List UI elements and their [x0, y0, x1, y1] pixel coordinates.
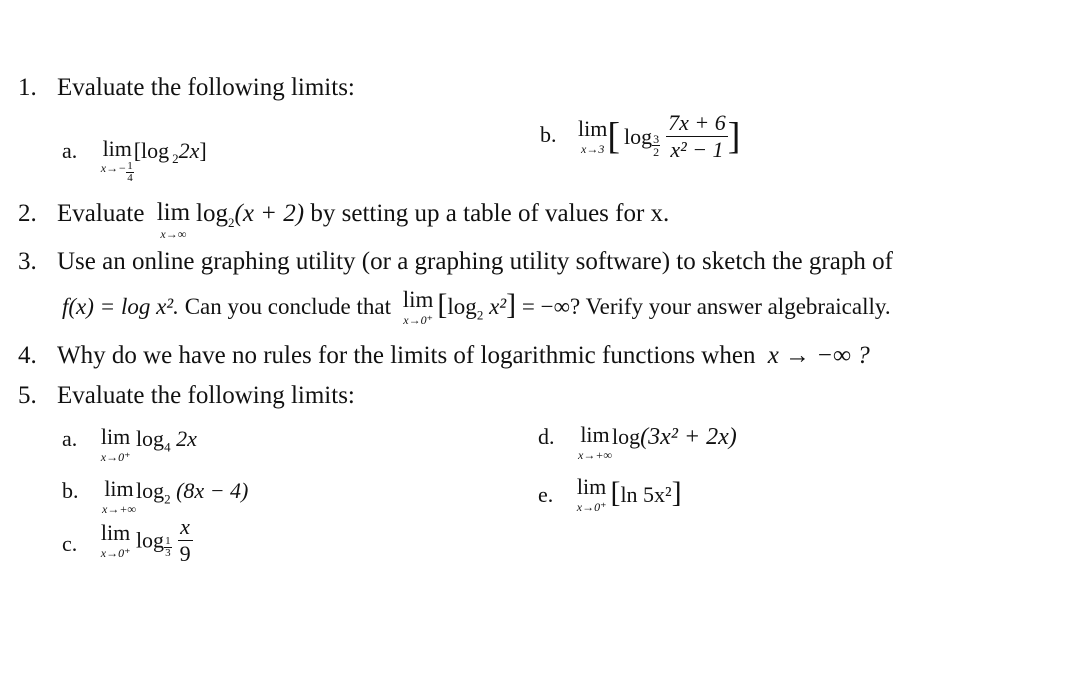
fraction — [178, 516, 193, 565]
close-bracket: ] — [727, 115, 741, 158]
question-text-mid: Can you conclude that — [184, 294, 391, 319]
base-denominator: 3 — [165, 546, 171, 559]
log-argument: (x + 2) — [234, 200, 305, 227]
log-word: log — [611, 424, 641, 449]
sub-var: x — [100, 161, 107, 175]
limit-operator — [403, 288, 434, 326]
log-base: 2 — [164, 491, 171, 507]
log-word: log — [135, 527, 165, 553]
question-2 — [18, 200, 669, 240]
sub-numerator: 1 — [127, 160, 133, 172]
question-3-line-2 — [62, 288, 891, 326]
question-number: 4. — [18, 342, 37, 369]
question-number: 2. — [18, 200, 37, 227]
base-denominator: 2 — [653, 144, 660, 159]
q1-item-a — [62, 138, 207, 184]
log-base: 2 — [476, 307, 484, 323]
log-expression: ln 5x² — [620, 482, 672, 507]
limit-operator — [577, 476, 607, 513]
log-word: log — [135, 478, 165, 503]
open-bracket: [ — [610, 476, 621, 509]
question-text: Evaluate the following limits: — [57, 74, 355, 101]
numerator: x — [178, 516, 193, 541]
limit-operator — [101, 522, 131, 559]
q5-item-b — [62, 478, 248, 515]
log-word: log — [196, 200, 228, 227]
log-base: 2 — [172, 151, 179, 167]
limit-operator — [578, 424, 612, 461]
lim-word: lim — [402, 287, 434, 312]
question-5 — [18, 382, 355, 410]
item-label: b. — [62, 478, 79, 503]
base-numerator: 1 — [165, 534, 171, 547]
limit-operator — [101, 426, 131, 463]
q1-item-b — [540, 112, 740, 161]
limit-operator — [101, 138, 134, 184]
lim-word: lim — [578, 116, 608, 141]
function-definition: f(x) = log x². — [62, 294, 179, 319]
base-numerator: 3 — [653, 131, 660, 146]
lim-subscript: x→3 — [581, 142, 605, 156]
question-number: 5. — [18, 382, 37, 409]
log-argument: x² — [489, 294, 507, 319]
lim-word: lim — [102, 136, 132, 161]
log-argument: 2x — [178, 138, 200, 163]
question-number: 3. — [18, 248, 37, 275]
close-bracket: ] — [671, 476, 682, 509]
log-argument: (8x − 4) — [176, 478, 249, 503]
lim-word: lim — [580, 422, 610, 447]
log-word: log — [447, 294, 477, 319]
log-base-fraction — [652, 133, 660, 158]
lim-subscript: x→0⁺ — [403, 313, 433, 327]
lim-word: lim — [100, 520, 131, 545]
question-text-post: by setting up a table of values for x. — [310, 200, 670, 227]
sub-denominator: 4 — [127, 172, 133, 184]
item-label: b. — [540, 121, 557, 147]
lim-subscript: x→∞ — [160, 227, 187, 241]
lim-word: lim — [104, 476, 134, 501]
item-label: a. — [62, 426, 78, 451]
fraction — [666, 112, 728, 161]
question-1 — [18, 74, 355, 102]
lim-subscript: x→0⁺ — [576, 500, 607, 514]
sub-fraction — [126, 161, 134, 184]
lim-subscript: x→+∞ — [578, 448, 612, 462]
question-text-pre: Evaluate — [57, 200, 145, 227]
question-3 — [18, 248, 893, 276]
lim-word: lim — [100, 424, 131, 449]
condition: x → −∞ ? — [767, 342, 870, 369]
item-label: a. — [62, 138, 78, 163]
item-label: d. — [538, 424, 555, 449]
question-text-line1: Use an online graphing utility (or a graphing utility software) to sketch the graph of — [57, 248, 893, 275]
log-base: 2 — [228, 215, 235, 230]
q5-item-d — [538, 424, 737, 461]
lim-subscript: x→0⁺ — [100, 450, 131, 464]
numerator: 7x + 6 — [668, 110, 726, 135]
log-argument: 2x — [176, 426, 197, 451]
question-text: Why do we have no rules for the limits of logarithmic functions when — [57, 342, 756, 369]
sub-sign: − — [118, 161, 127, 175]
open-bracket: [ — [133, 138, 142, 163]
lim-subscript: x→0⁺ — [100, 546, 131, 560]
denominator: x² − 1 — [670, 137, 724, 162]
log-word: log — [624, 123, 653, 149]
limit-operator — [102, 478, 136, 515]
open-bracket: [ — [607, 115, 620, 158]
q5-item-e — [538, 476, 682, 513]
question-4 — [18, 342, 870, 370]
close-bracket: ] — [506, 288, 517, 321]
log-base: 4 — [164, 439, 171, 455]
sub-arrow: → — [106, 161, 119, 175]
equality: = −∞? — [521, 294, 581, 319]
q5-item-a — [62, 426, 197, 463]
question-text-post: Verify your answer algebraically. — [585, 294, 891, 319]
lim-subscript — [101, 161, 134, 184]
item-label: c. — [62, 530, 78, 556]
log-base-fraction — [164, 536, 172, 559]
item-label: e. — [538, 482, 554, 507]
lim-word: lim — [576, 474, 607, 499]
limit-operator — [578, 118, 607, 155]
q5-item-c — [62, 516, 193, 565]
denominator: 9 — [179, 541, 191, 566]
log-argument: (3x² + 2x) — [640, 424, 737, 450]
question-number: 1. — [18, 74, 37, 101]
log-word: log — [141, 138, 170, 163]
limit-operator — [157, 200, 190, 240]
log-word: log — [135, 426, 165, 451]
close-bracket: ] — [199, 138, 207, 163]
open-bracket: [ — [437, 288, 448, 321]
lim-subscript: x→+∞ — [102, 502, 136, 516]
lim-word: lim — [156, 199, 191, 226]
question-text: Evaluate the following limits: — [57, 382, 355, 409]
